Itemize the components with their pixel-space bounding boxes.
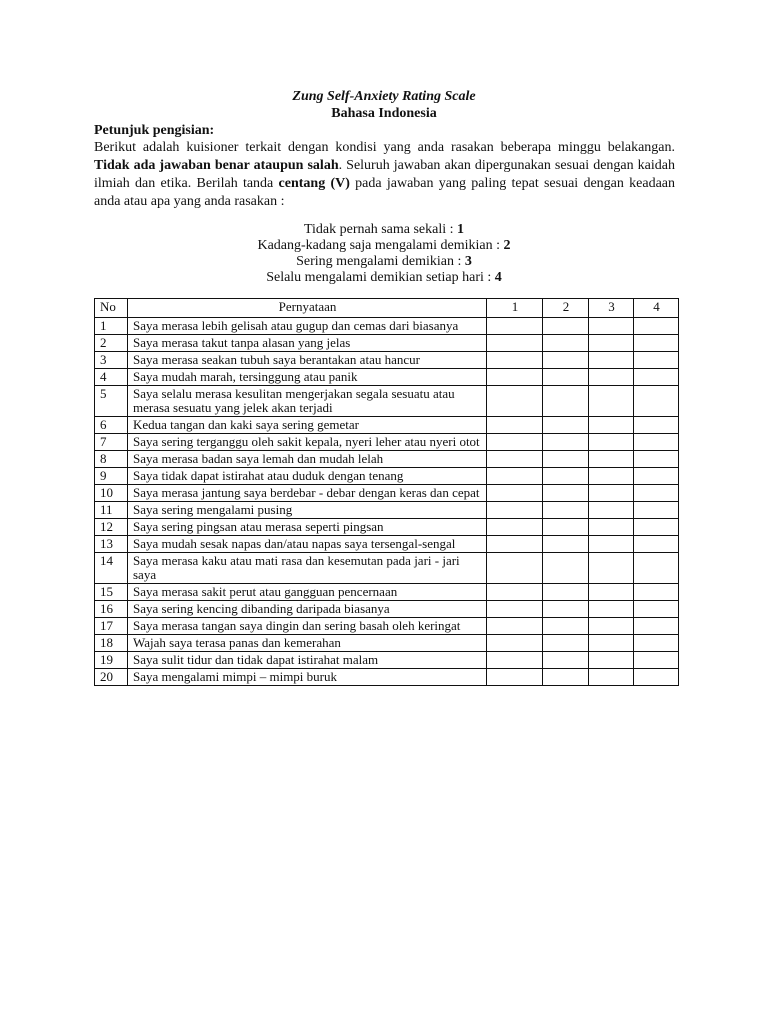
answer-cell-2[interactable]	[543, 451, 589, 468]
answer-cell-3[interactable]	[589, 386, 634, 417]
answer-cell-4[interactable]	[634, 352, 679, 369]
row-number: 4	[95, 369, 128, 386]
answer-cell-4[interactable]	[634, 652, 679, 669]
answer-cell-3[interactable]	[589, 451, 634, 468]
answer-cell-2[interactable]	[543, 652, 589, 669]
scale-value: 4	[494, 270, 502, 285]
answer-cell-3[interactable]	[589, 536, 634, 553]
answer-cell-1[interactable]	[487, 536, 543, 553]
answer-cell-1[interactable]	[487, 519, 543, 536]
scale-line	[0, 254, 768, 270]
answer-cell-4[interactable]	[634, 318, 679, 335]
row-number: 1	[95, 318, 128, 335]
answer-cell-3[interactable]	[589, 635, 634, 652]
answer-cell-1[interactable]	[487, 485, 543, 502]
answer-cell-3[interactable]	[589, 434, 634, 451]
row-statement: Saya mengalami mimpi – mimpi buruk	[128, 669, 487, 686]
scale-label: Kadang-kadang saja mengalami demikian :	[257, 238, 504, 253]
answer-cell-2[interactable]	[543, 335, 589, 352]
answer-cell-3[interactable]	[589, 352, 634, 369]
header-no: No	[95, 299, 128, 318]
row-statement: Kedua tangan dan kaki saya sering gemetar	[128, 417, 487, 434]
answer-cell-2[interactable]	[543, 434, 589, 451]
table-row	[95, 434, 679, 451]
answer-cell-1[interactable]	[487, 369, 543, 386]
answer-cell-4[interactable]	[634, 386, 679, 417]
instructions-text-1: Berikut adalah kuisioner terkait dengan kondisi yang anda rasakan beberapa minggu belakangan.	[94, 140, 675, 155]
row-number: 8	[95, 451, 128, 468]
scale-line	[0, 238, 768, 254]
row-statement: Saya mudah marah, tersinggung atau panik	[128, 369, 487, 386]
row-statement: Saya merasa seakan tubuh saya berantakan atau hancur	[128, 352, 487, 369]
answer-cell-1[interactable]	[487, 417, 543, 434]
rating-scale-legend	[0, 222, 768, 286]
answer-cell-4[interactable]	[634, 601, 679, 618]
document-subtitle: Bahasa Indonesia	[331, 106, 437, 121]
answer-cell-1[interactable]	[487, 352, 543, 369]
answer-cell-2[interactable]	[543, 386, 589, 417]
answer-cell-4[interactable]	[634, 434, 679, 451]
row-statement: Wajah saya terasa panas dan kemerahan	[128, 635, 487, 652]
answer-cell-3[interactable]	[589, 335, 634, 352]
row-number: 20	[95, 669, 128, 686]
answer-cell-3[interactable]	[589, 485, 634, 502]
answer-cell-1[interactable]	[487, 652, 543, 669]
answer-cell-2[interactable]	[543, 519, 589, 536]
answer-cell-2[interactable]	[543, 417, 589, 434]
row-number: 14	[95, 553, 128, 584]
header-score-1: 1	[487, 299, 543, 318]
answer-cell-2[interactable]	[543, 318, 589, 335]
row-number: 10	[95, 485, 128, 502]
answer-cell-1[interactable]	[487, 468, 543, 485]
answer-cell-2[interactable]	[543, 536, 589, 553]
row-number: 2	[95, 335, 128, 352]
answer-cell-3[interactable]	[589, 468, 634, 485]
row-number: 7	[95, 434, 128, 451]
answer-cell-2[interactable]	[543, 502, 589, 519]
answer-cell-4[interactable]	[634, 417, 679, 434]
row-statement: Saya merasa jantung saya berdebar - debar dengan keras dan cepat	[128, 485, 487, 502]
row-statement: Saya merasa badan saya lemah dan mudah lelah	[128, 451, 487, 468]
row-statement: Saya mudah sesak napas dan/atau napas saya tersengal-sengal	[128, 536, 487, 553]
table-row	[95, 485, 679, 502]
row-number: 12	[95, 519, 128, 536]
instructions-bold-1: Tidak ada jawaban benar ataupun salah	[94, 158, 339, 173]
table-row	[95, 536, 679, 553]
answer-cell-4[interactable]	[634, 519, 679, 536]
row-statement: Saya sering mengalami pusing	[128, 502, 487, 519]
answer-cell-3[interactable]	[589, 502, 634, 519]
row-number: 13	[95, 536, 128, 553]
answer-cell-4[interactable]	[634, 502, 679, 519]
answer-cell-2[interactable]	[543, 553, 589, 584]
scale-label: Sering mengalami demikian :	[296, 254, 465, 269]
instructions-text-2: . Seluruh jawaban akan dipergunakan sesuai dengan kaidah ilmiah dan etika. Berilah tanda	[94, 158, 675, 191]
answer-cell-2[interactable]	[543, 352, 589, 369]
answer-cell-3[interactable]	[589, 669, 634, 686]
answer-cell-2[interactable]	[543, 669, 589, 686]
table-row	[95, 335, 679, 352]
answer-cell-4[interactable]	[634, 536, 679, 553]
answer-cell-1[interactable]	[487, 618, 543, 635]
answer-cell-3[interactable]	[589, 618, 634, 635]
table-row	[95, 601, 679, 618]
questionnaire-table	[94, 298, 679, 686]
row-number: 9	[95, 468, 128, 485]
answer-cell-1[interactable]	[487, 635, 543, 652]
answer-cell-2[interactable]	[543, 601, 589, 618]
scale-line	[0, 270, 768, 286]
table-row	[95, 417, 679, 434]
table-row	[95, 502, 679, 519]
table-row	[95, 451, 679, 468]
header-score-2: 2	[543, 299, 589, 318]
scale-value: 3	[464, 254, 472, 269]
row-statement: Saya sulit tidur dan tidak dapat istirahat malam	[128, 652, 487, 669]
answer-cell-3[interactable]	[589, 652, 634, 669]
table-row	[95, 669, 679, 686]
row-statement: Saya tidak dapat istirahat atau duduk dengan tenang	[128, 468, 487, 485]
answer-cell-2[interactable]	[543, 635, 589, 652]
answer-cell-1[interactable]	[487, 601, 543, 618]
scale-value: 2	[503, 238, 511, 253]
table-row	[95, 386, 679, 417]
scale-label: Tidak pernah sama sekali :	[303, 222, 458, 237]
answer-cell-3[interactable]	[589, 417, 634, 434]
answer-cell-2[interactable]	[543, 618, 589, 635]
row-number: 6	[95, 417, 128, 434]
answer-cell-3[interactable]	[589, 369, 634, 386]
scale-line	[0, 222, 768, 238]
answer-cell-1[interactable]	[487, 386, 543, 417]
answer-cell-4[interactable]	[634, 369, 679, 386]
row-number: 17	[95, 618, 128, 635]
row-statement: Saya merasa tangan saya dingin dan sering basah oleh keringat	[128, 618, 487, 635]
answer-cell-3[interactable]	[589, 553, 634, 584]
answer-cell-1[interactable]	[487, 502, 543, 519]
answer-cell-1[interactable]	[487, 553, 543, 584]
answer-cell-4[interactable]	[634, 335, 679, 352]
answer-cell-2[interactable]	[543, 468, 589, 485]
answer-cell-4[interactable]	[634, 618, 679, 635]
table-row	[95, 553, 679, 584]
answer-cell-4[interactable]	[634, 635, 679, 652]
answer-cell-1[interactable]	[487, 451, 543, 468]
questionnaire-body	[95, 318, 679, 686]
answer-cell-1[interactable]	[487, 669, 543, 686]
table-row	[95, 519, 679, 536]
answer-cell-2[interactable]	[543, 584, 589, 601]
table-row	[95, 318, 679, 335]
table-row	[95, 635, 679, 652]
row-statement: Saya merasa lebih gelisah atau gugup dan cemas dari biasanya	[128, 318, 487, 335]
answer-cell-3[interactable]	[589, 601, 634, 618]
instructions-body	[94, 139, 675, 211]
instructions-heading: Petunjuk pengisian:	[94, 123, 215, 138]
table-row	[95, 468, 679, 485]
row-statement: Saya merasa takut tanpa alasan yang jelas	[128, 335, 487, 352]
row-statement: Saya sering terganggu oleh sakit kepala, nyeri leher atau nyeri otot	[128, 434, 487, 451]
header-score-4: 4	[634, 299, 679, 318]
answer-cell-3[interactable]	[589, 318, 634, 335]
table-row	[95, 618, 679, 635]
row-number: 11	[95, 502, 128, 519]
header-statement: Pernyataan	[128, 299, 487, 318]
header-score-3: 3	[589, 299, 634, 318]
answer-cell-1[interactable]	[487, 584, 543, 601]
answer-cell-4[interactable]	[634, 584, 679, 601]
answer-cell-4[interactable]	[634, 669, 679, 686]
instructions-bold-2: centang (V)	[278, 176, 350, 191]
table-header-row	[95, 299, 679, 318]
table-row	[95, 652, 679, 669]
answer-cell-2[interactable]	[543, 485, 589, 502]
scale-value: 1	[457, 222, 465, 237]
scale-label: Selalu mengalami demikian setiap hari :	[266, 270, 495, 285]
row-number: 16	[95, 601, 128, 618]
answer-cell-2[interactable]	[543, 369, 589, 386]
table-row	[95, 584, 679, 601]
answer-cell-4[interactable]	[634, 451, 679, 468]
answer-cell-1[interactable]	[487, 335, 543, 352]
row-statement: Saya selalu merasa kesulitan mengerjakan segala sesuatu atau merasa sesuatu yang jelek akan terjadi	[128, 386, 487, 417]
answer-cell-3[interactable]	[589, 584, 634, 601]
instructions-text-3: pada jawaban yang paling tepat sesuai dengan keadaan anda atau apa yang anda rasakan :	[94, 176, 676, 209]
row-statement: Saya sering pingsan atau merasa seperti pingsan	[128, 519, 487, 536]
row-statement: Saya sering kencing dibanding daripada biasanya	[128, 601, 487, 618]
row-number: 19	[95, 652, 128, 669]
document-title: Zung Self-Anxiety Rating Scale	[292, 89, 476, 104]
answer-cell-1[interactable]	[487, 318, 543, 335]
answer-cell-4[interactable]	[634, 553, 679, 584]
row-number: 18	[95, 635, 128, 652]
table-row	[95, 352, 679, 369]
row-statement: Saya merasa kaku atau mati rasa dan kesemutan pada jari - jari saya	[128, 553, 487, 584]
row-statement: Saya merasa sakit perut atau gangguan pencernaan	[128, 584, 487, 601]
table-row	[95, 369, 679, 386]
answer-cell-4[interactable]	[634, 468, 679, 485]
row-number: 15	[95, 584, 128, 601]
answer-cell-4[interactable]	[634, 485, 679, 502]
row-number: 3	[95, 352, 128, 369]
row-number: 5	[95, 386, 128, 417]
answer-cell-3[interactable]	[589, 519, 634, 536]
answer-cell-1[interactable]	[487, 434, 543, 451]
